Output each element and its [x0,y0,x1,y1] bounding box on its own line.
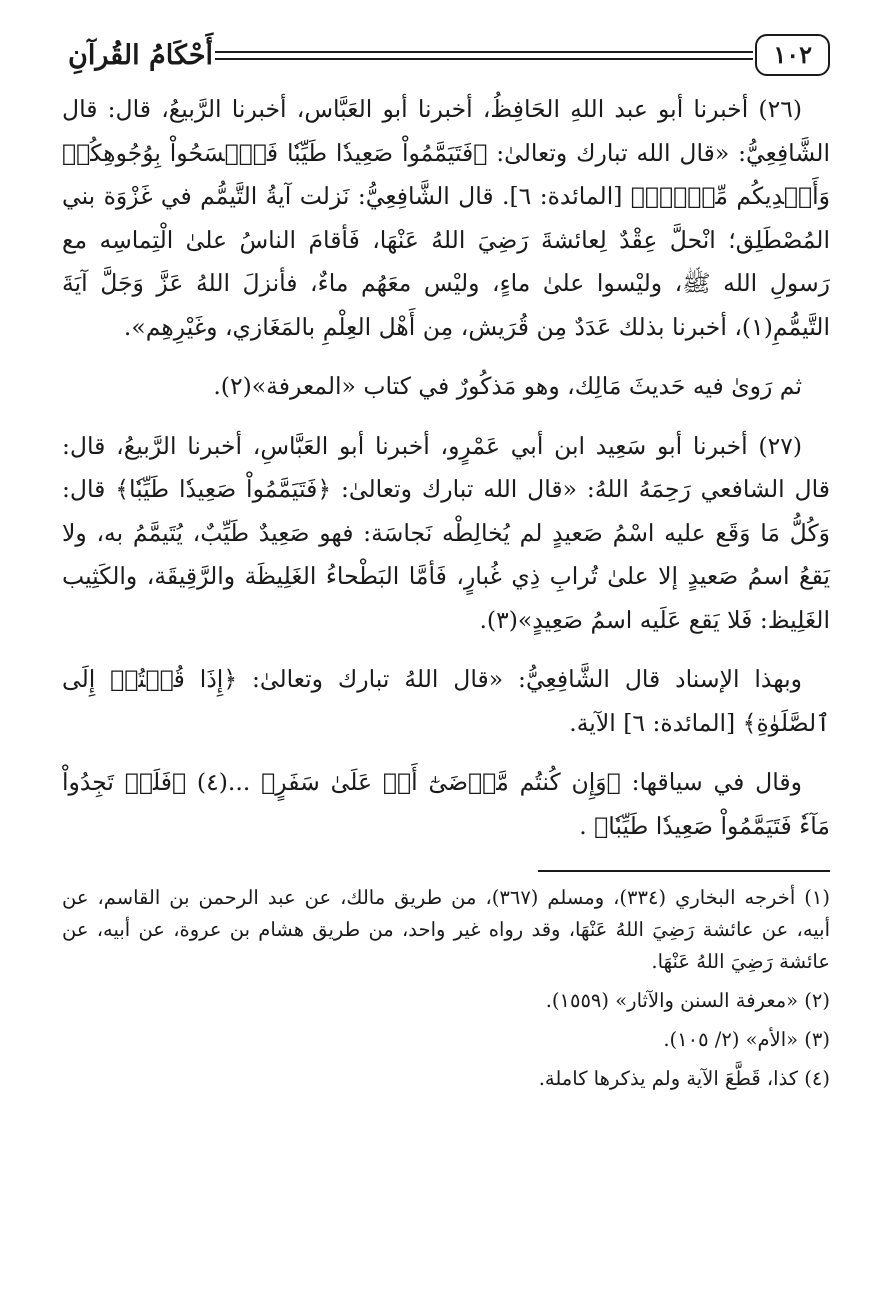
paragraph-27: (٢٧) أخبرنا أبو سَعِيد ابن أبي عَمْرٍو، أخبرنا أبو العَبَّاسِ، أخبرنا الرَّبيعُ، قال: قال الشافعي رَحِمَهُ اللهُ: «قال الله تبارك وتعالىٰ: ﴿فَتَيَمَّمُواْ صَعِيدٗا طَيِّبٗا﴾ قال: وَكُلُّ مَا وَقَع عليه اسْمُ صَعيدٍ لم يُخالِطْه نَجاسَة: فهو صَعِيدٌ طَيِّبٌ، يُتَيمَّمُ به، ولا يَقعُ اسمُ صَعيدٍ إلا علىٰ تُرابِ ذِي غُبارٍ، فَأمَّا البَطْحاءُ الغَلِيظَة والرَّقِيقَة، والكَثِيب الغَلِيظ: فَلا يَقع عَلَيه اسمُ صَعِيدٍ»(٣). [62,431,830,634]
book-page [62,28,830,1278]
footnotes [62,882,830,1095]
main-text [62,88,830,848]
footnote-2: (٢) «معرفة السنن والآثار» (١٥٥٩). [545,989,830,1012]
page-number: ١٠٢ [755,34,830,76]
footnote-separator [538,870,830,872]
paragraph-isnad: وبهذا الإسناد قال الشَّافِعِيُّ: «قال اللهُ تبارك وتعالىٰ: ﴿إِذَا قُمۡتُمۡ إِلَى ٱلصَّلَوٰةِ﴾ [المائدة: ٦] الآية. [62,665,830,737]
footnote-3: (٣) «الأم» (٢/ ١٠٥). [663,1028,830,1051]
page-header [62,28,830,82]
header-double-rule [215,51,753,60]
footnote-1: (١) أخرجه البخاري (٣٣٤)، ومسلم (٣٦٧)، من طريق مالك، عن عبد الرحمن بن القاسم، عن أبيه، عن عائشة رَضِيَ اللهُ عَنْهَا، وقد رواه غير واحد، من طريق هشام بن عروة، عن أبيه، عن عائشة رَضِيَ اللهُ عَنْهَا. [62,886,830,973]
paragraph-note: ثم رَوىٰ فيه حَديثَ مَالِك، وهو مَذكُورٌ في كتاب «المعرفة»(٢). [213,372,802,400]
paragraph-26: (٢٦) أخبرنا أبو عبد اللهِ الحَافِظُ، أخبرنا أبو العَبَّاس، أخبرنا الرَّبيعُ، قال: قال الشَّافِعِيُّ: «قال الله تبارك وتعالىٰ: ﴿فَتَيَمَّمُواْ صَعِيدٗا طَيِّبٗا فَٱمۡسَحُواْ بِوُجُوهِكُمۡ وَأَيۡدِيكُم مِّنۡهُۚ﴾ [المائدة: ٦]. قال الشَّافِعِيُّ: نَزلت آيةُ التَّيمُّم في غَزْوَة بني المُصْطَلِق؛ انْحلَّ عِقْدٌ لِعائشةَ رَضِيَ اللهُ عَنْهَا، فَأقامَ الناسُ علىٰ الْتِماسِه مع رَسولِ الله ﷺ، وليْسوا علىٰ ماءٍ، وليْس معَهُم ماءٌ، فأنزلَ اللهُ عَزَّ وَجَلَّ آيَةَ التَّيمُّمِ(١)، أخبرنا بذلك عَدَدٌ مِن قُرَيش، مِن أَهْل العِلْمِ بالمَغَازي، وغَيْرِهِم». [62,95,830,341]
paragraph-context: وقال في سياقها: ﴿وَإِن كُنتُم مَّرۡضَىٰٓ أَوۡ عَلَىٰ سَفَرٍ﴾ ...(٤) ﴿فَلَمۡ تَجِدُواْ مَآءٗ فَتَيَمَّمُواْ صَعِيدٗا طَيِّبٗا﴾ . [62,768,830,840]
footnote-4: (٤) كذا، قَطَّعَ الآية ولم يذكرها كاملة. [538,1067,830,1090]
running-title: أَحْكَامُ القُرآنِ [68,39,214,71]
